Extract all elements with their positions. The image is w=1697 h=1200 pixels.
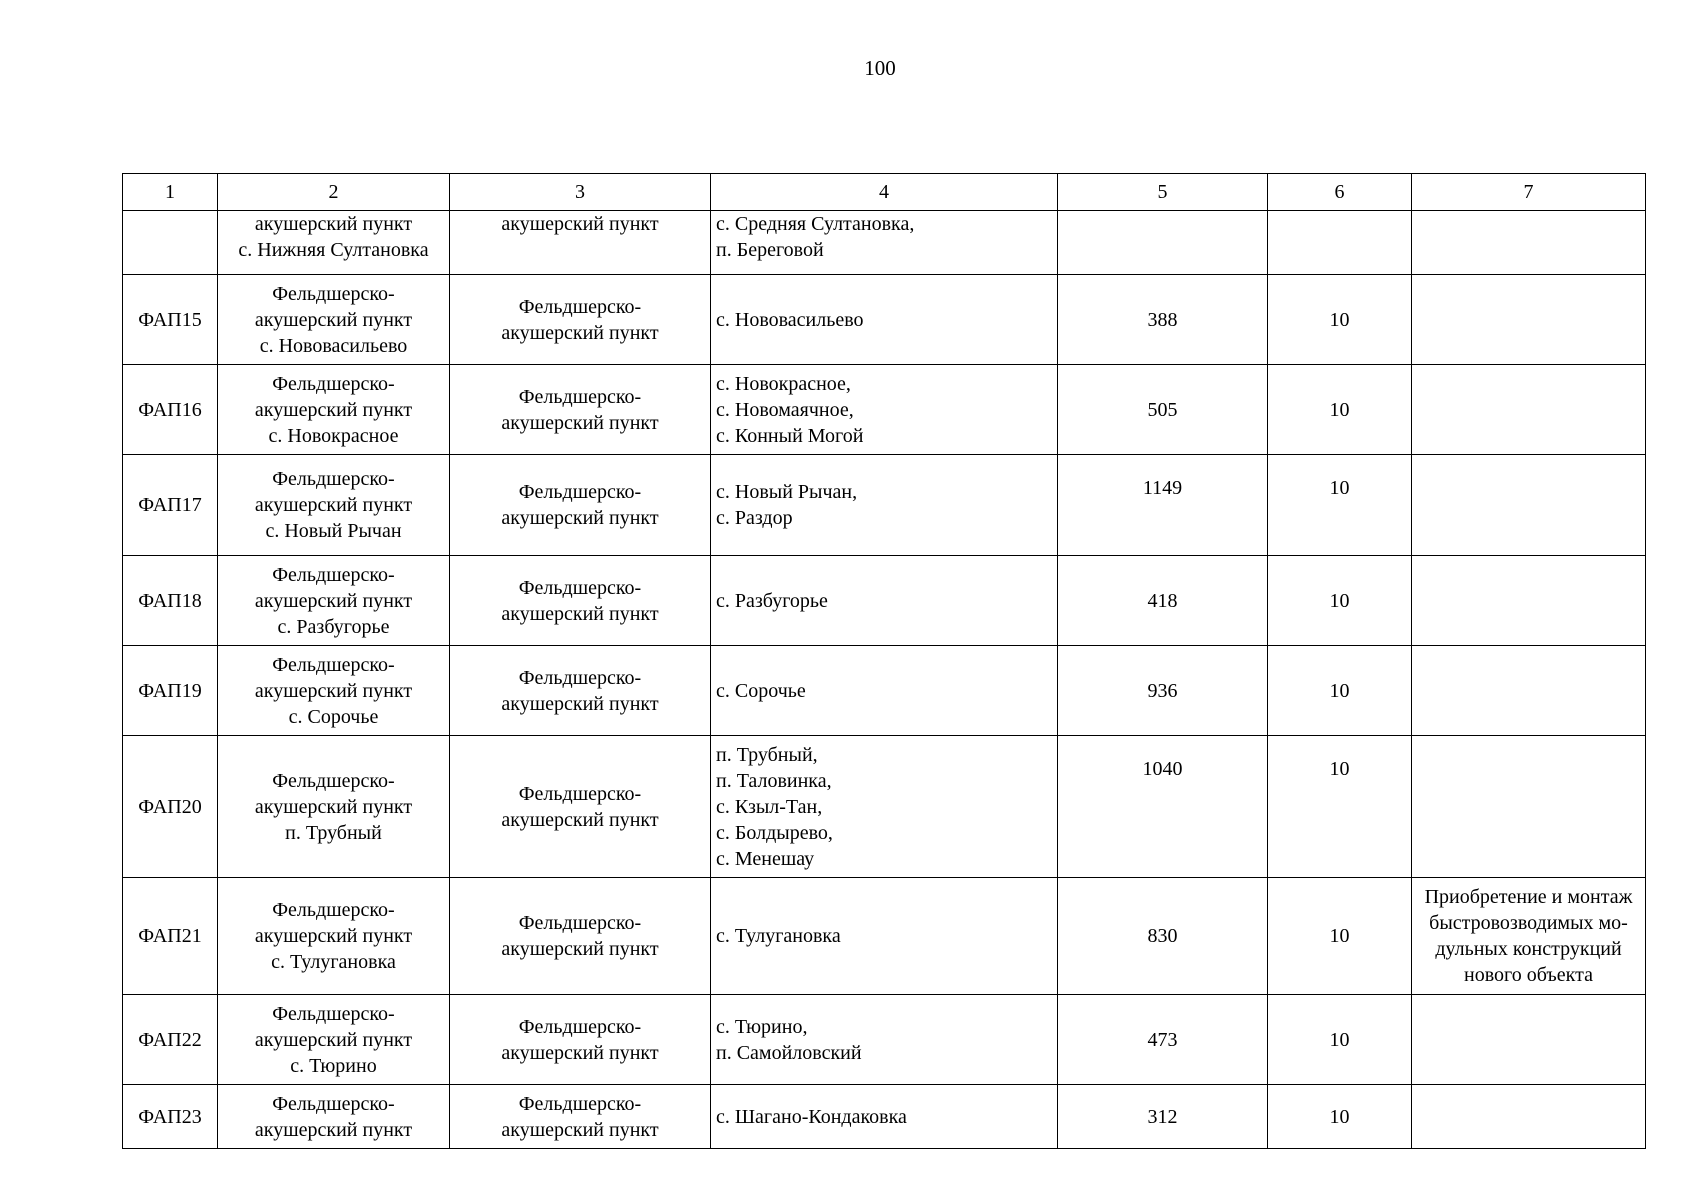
note-cell <box>1412 1085 1646 1149</box>
cell-line: с. Разбугорье <box>716 589 828 612</box>
cell-line: акушерский пункт <box>254 308 413 331</box>
cell-line: акушерский пункт <box>254 1028 413 1051</box>
value-cell: 10 <box>1268 878 1412 995</box>
cell-line: Фельдшерско- <box>272 1092 395 1115</box>
settlements-cell <box>711 995 1058 1085</box>
cell-line: акушерский пункт <box>501 213 659 235</box>
facility-type-cell <box>450 878 711 995</box>
table-row <box>123 1085 1646 1149</box>
value-cell <box>1268 211 1412 275</box>
table-row <box>123 556 1646 646</box>
cell-line: с. Новый Рычан <box>265 520 402 542</box>
cell-line: с. Сорочье <box>288 705 379 728</box>
cell-line: с. Тюрино, <box>716 1015 808 1038</box>
facility-id-cell: ФАП16 <box>123 365 218 455</box>
cell-line: с. Болдырево, <box>716 821 833 844</box>
facility-id-cell: ФАП20 <box>123 736 218 878</box>
settlements-cell <box>711 1085 1058 1149</box>
table-row <box>123 878 1646 995</box>
facility-type-cell <box>450 1085 711 1149</box>
cell-line: акушерский пункт <box>254 589 413 612</box>
facility-name-cell <box>218 1085 450 1149</box>
settlements-cell <box>711 736 1058 878</box>
population-cell: 473 <box>1058 995 1268 1085</box>
note-cell <box>1412 878 1646 995</box>
value-cell: 10 <box>1268 1085 1412 1149</box>
cell-line: акушерский пункт <box>254 213 413 235</box>
facility-type-cell <box>450 365 711 455</box>
page-number: 100 <box>864 56 896 80</box>
cell-line: с. Новокрасное <box>268 424 399 447</box>
table-row <box>123 211 1646 275</box>
facility-name-cell <box>218 556 450 646</box>
value-cell: 10 <box>1268 275 1412 365</box>
facility-name-cell <box>218 365 450 455</box>
facility-id-cell <box>123 211 218 275</box>
cell-line: акушерский пункт <box>254 679 413 702</box>
population-cell: 936 <box>1058 646 1268 736</box>
cell-line: с. Тюрино <box>290 1054 377 1077</box>
cell-line: п. Таловинка, <box>716 769 832 792</box>
cell-line: акушерский пункт <box>501 321 659 344</box>
cell-line: Фельдшерско- <box>518 576 642 599</box>
cell-line: с. Нововасильево <box>259 334 408 357</box>
settlements-cell <box>711 275 1058 365</box>
column-header: 4 <box>711 174 1058 211</box>
cell-line: Фельдшерско- <box>518 295 642 318</box>
cell-line: акушерский пункт <box>254 1118 413 1141</box>
cell-line: с. Средняя Султановка, <box>716 213 915 235</box>
value-cell: 10 <box>1268 556 1412 646</box>
table-body <box>123 174 1646 1149</box>
cell-line: Фельдшерско- <box>518 1015 642 1038</box>
facility-type-cell <box>450 646 711 736</box>
facility-type-cell <box>450 275 711 365</box>
facility-name-cell <box>218 736 450 878</box>
column-header: 7 <box>1412 174 1646 211</box>
cell-line: Фельдшерско- <box>518 666 642 689</box>
facility-id-cell: ФАП18 <box>123 556 218 646</box>
cell-line: с. Нововасильево <box>716 308 864 331</box>
note-cell <box>1412 556 1646 646</box>
cell-line: с. Сорочье <box>716 679 806 702</box>
cell-line: Фельдшерско- <box>518 912 642 934</box>
cell-line: дульных конструкций <box>1435 938 1622 960</box>
settlements-cell <box>711 646 1058 736</box>
cell-line: с. Тулугановка <box>716 925 841 947</box>
cell-line: с. Раздор <box>716 507 793 529</box>
cell-line: акушерский пункт <box>254 795 413 818</box>
facility-name-cell <box>218 878 450 995</box>
facility-type-cell <box>450 556 711 646</box>
facility-id-cell: ФАП23 <box>123 1085 218 1149</box>
cell-line: с. Новомаячное, <box>716 398 854 421</box>
facility-name-cell <box>218 646 450 736</box>
facility-type-cell <box>450 736 711 878</box>
cell-line: акушерский пункт <box>501 692 659 715</box>
note-cell <box>1412 455 1646 556</box>
table-row <box>123 736 1646 878</box>
settlements-cell <box>711 556 1058 646</box>
facility-id-cell: ФАП19 <box>123 646 218 736</box>
cell-line: Фельдшерско- <box>272 653 395 676</box>
facility-name-cell <box>218 995 450 1085</box>
facility-name-cell <box>218 455 450 556</box>
facility-id-cell: ФАП21 <box>123 878 218 995</box>
cell-line: акушерский пункт <box>501 938 659 960</box>
table-row <box>123 995 1646 1085</box>
population-cell: 1040 <box>1058 736 1268 878</box>
cell-line: п. Береговой <box>716 239 824 261</box>
cell-line: Фельдшерско- <box>272 468 395 490</box>
population-cell: 505 <box>1058 365 1268 455</box>
facility-name-cell <box>218 275 450 365</box>
cell-line: акушерский пункт <box>501 411 659 434</box>
note-cell <box>1412 365 1646 455</box>
cell-line: п. Трубный <box>285 821 382 844</box>
cell-line: п. Трубный, <box>716 743 818 766</box>
facility-id-cell: ФАП17 <box>123 455 218 556</box>
facility-id-cell: ФАП15 <box>123 275 218 365</box>
cell-line: быстровозводимых мо- <box>1429 912 1628 934</box>
cell-line: акушерский пункт <box>254 925 413 947</box>
note-cell <box>1412 275 1646 365</box>
population-cell: 312 <box>1058 1085 1268 1149</box>
value-cell: 10 <box>1268 646 1412 736</box>
cell-line: с. Менешау <box>716 847 815 870</box>
column-header: 1 <box>123 174 218 211</box>
population-cell: 1149 <box>1058 455 1268 556</box>
settlements-cell <box>711 455 1058 556</box>
cell-line: с. Разбугорье <box>277 615 390 638</box>
cell-line: Фельдшерско- <box>518 481 642 503</box>
column-header: 5 <box>1058 174 1268 211</box>
note-cell <box>1412 646 1646 736</box>
header-row <box>123 174 1646 211</box>
cell-line: с. Нижняя Султановка <box>238 239 429 261</box>
table-row <box>123 455 1646 556</box>
cell-line: Фельдшерско- <box>272 769 395 792</box>
cell-line: Фельдшерско- <box>518 782 642 805</box>
note-cell <box>1412 995 1646 1085</box>
facility-name-cell <box>218 211 450 275</box>
cell-line: с. Новый Рычан, <box>716 481 858 503</box>
column-header: 6 <box>1268 174 1412 211</box>
settlements-cell <box>711 878 1058 995</box>
population-cell <box>1058 211 1268 275</box>
value-cell: 10 <box>1268 995 1412 1085</box>
cell-line: Фельдшерско- <box>272 282 395 305</box>
note-cell <box>1412 211 1646 275</box>
facilities-table <box>122 173 1646 1149</box>
cell-line: с. Шагано-Кондаковка <box>716 1105 907 1128</box>
column-header: 3 <box>450 174 711 211</box>
cell-line: с. Тулугановка <box>271 951 396 973</box>
cell-line: нового объекта <box>1464 964 1593 986</box>
facility-type-cell <box>450 455 711 556</box>
cell-line: с. Конный Могой <box>716 424 864 447</box>
cell-line: Фельдшерско- <box>518 1092 642 1115</box>
cell-line: акушерский пункт <box>501 507 659 529</box>
column-header: 2 <box>218 174 450 211</box>
cell-line: акушерский пункт <box>254 494 413 516</box>
facility-type-cell <box>450 995 711 1085</box>
cell-line: акушерский пункт <box>501 808 659 831</box>
settlements-cell <box>711 211 1058 275</box>
note-cell <box>1412 736 1646 878</box>
cell-line: Фельдшерско- <box>272 372 395 395</box>
cell-line: п. Самойловский <box>716 1041 862 1064</box>
population-cell: 388 <box>1058 275 1268 365</box>
cell-line: Фельдшерско- <box>272 899 395 921</box>
table-row <box>123 365 1646 455</box>
facility-type-cell <box>450 211 711 275</box>
cell-line: акушерский пункт <box>501 1041 659 1064</box>
population-cell: 418 <box>1058 556 1268 646</box>
cell-line: акушерский пункт <box>501 602 659 625</box>
cell-line: Фельдшерско- <box>272 1002 395 1025</box>
cell-line: с. Кзыл-Тан, <box>716 795 823 818</box>
cell-line: акушерский пункт <box>254 398 413 421</box>
value-cell: 10 <box>1268 455 1412 556</box>
cell-line: Фельдшерско- <box>272 563 395 586</box>
value-cell: 10 <box>1268 736 1412 878</box>
population-cell: 830 <box>1058 878 1268 995</box>
value-cell: 10 <box>1268 365 1412 455</box>
cell-line: акушерский пункт <box>501 1118 659 1141</box>
cell-line: Фельдшерско- <box>518 385 642 408</box>
table-row <box>123 275 1646 365</box>
table-row <box>123 646 1646 736</box>
settlements-cell <box>711 365 1058 455</box>
cell-line: с. Новокрасное, <box>716 372 851 395</box>
facility-id-cell: ФАП22 <box>123 995 218 1085</box>
cell-line: Приобретение и монтаж <box>1424 886 1633 908</box>
